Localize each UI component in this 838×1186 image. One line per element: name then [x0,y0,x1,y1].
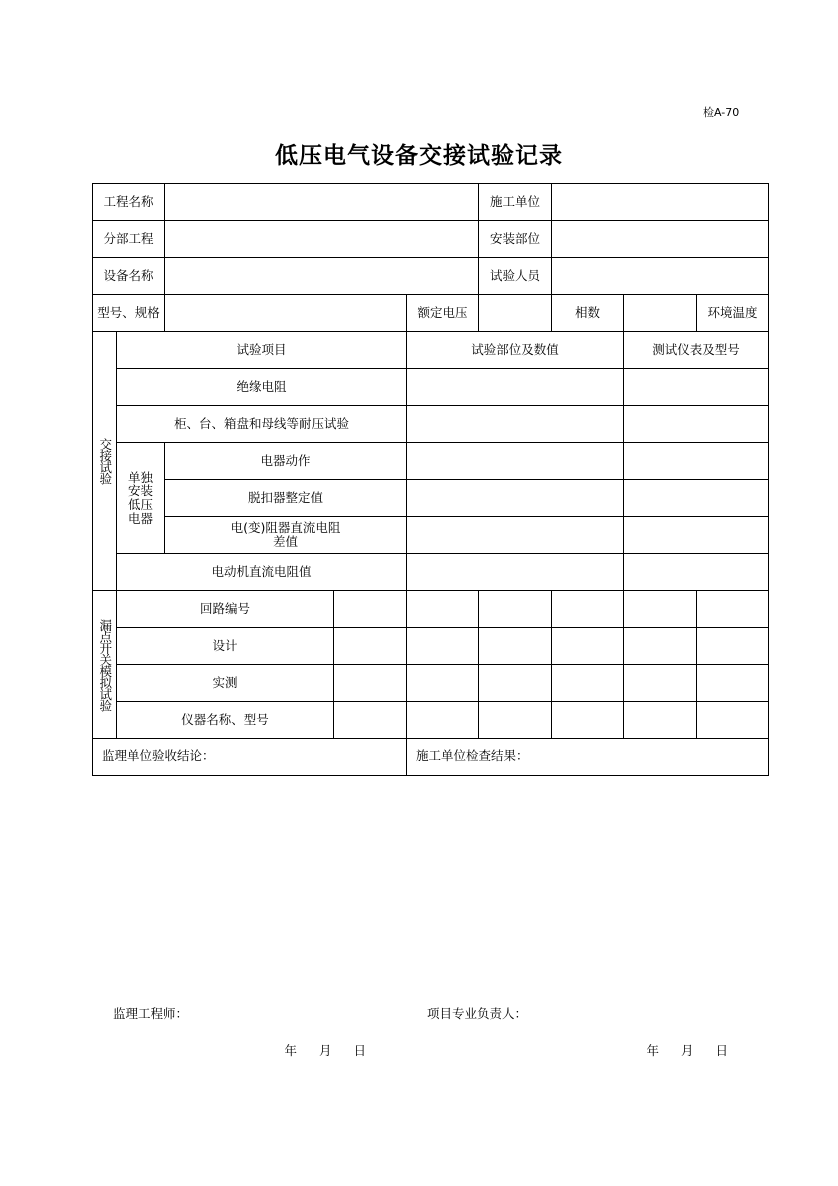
label-resistor [165,517,407,554]
row-sub-project [93,221,769,258]
row-equipment [93,258,769,295]
field-design-3[interactable] [479,628,552,665]
field-design-1[interactable] [334,628,407,665]
row-action [93,443,769,480]
field-circuit-6[interactable] [697,591,769,628]
label-action: 电器动作 [165,443,407,480]
field-measured-2[interactable] [407,665,479,702]
supervisor-month: 月 [319,1043,332,1058]
label-install-location: 安装部位 [479,221,552,258]
col-test-item: 试验项目 [117,332,407,369]
label-circuit-no: 回路编号 [117,591,334,628]
supervisor-engineer-label: 监理工程师： [113,1006,189,1021]
field-trip-setting-instrument[interactable] [624,480,769,517]
field-withstand-instrument[interactable] [624,406,769,443]
field-circuit-4[interactable] [552,591,624,628]
col-test-location-value: 试验部位及数值 [407,332,624,369]
handover-side-label: 交接试验 [97,438,113,484]
field-circuit-5[interactable] [624,591,697,628]
form-code: 检A-70 [703,106,740,119]
field-rated-voltage[interactable] [479,295,552,332]
row-insulation [93,369,769,406]
label-ambient-temp: 环境温度 [697,295,769,332]
field-instrument-2[interactable] [407,702,479,739]
field-design-6[interactable] [697,628,769,665]
field-motor-dc-value[interactable] [407,554,624,591]
field-withstand-value[interactable] [407,406,624,443]
field-circuit-2[interactable] [407,591,479,628]
field-measured-1[interactable] [334,665,407,702]
label-resistor-line2: 差值 [273,534,299,549]
supervisor-date [267,1044,367,1058]
field-instrument-6[interactable] [697,702,769,739]
handover-side-cell [93,332,117,591]
label-trip-setting: 脱扣器整定值 [165,480,407,517]
label-measured: 实测 [117,665,334,702]
field-circuit-3[interactable] [479,591,552,628]
field-phases[interactable] [624,295,697,332]
label-design: 设计 [117,628,334,665]
field-motor-dc-instrument[interactable] [624,554,769,591]
field-sub-project[interactable] [165,221,479,258]
row-handover-header [93,332,769,369]
single-lv-group-cell [117,443,165,554]
label-sub-project: 分部工程 [93,221,165,258]
row-circuit-no [93,591,769,628]
field-insulation-value[interactable] [407,369,624,406]
field-design-4[interactable] [552,628,624,665]
field-resistor-instrument[interactable] [624,517,769,554]
field-action-value[interactable] [407,443,624,480]
row-measured [93,665,769,702]
label-phases: 相数 [552,295,624,332]
leakage-side-label: 漏点开关模拟试验 [97,618,113,711]
row-withstand [93,406,769,443]
responsible-person-label: 项目专业负责人： [427,1006,528,1021]
field-instrument-3[interactable] [479,702,552,739]
label-insulation: 绝缘电阻 [117,369,407,406]
field-design-2[interactable] [407,628,479,665]
row-spec [93,295,769,332]
field-instrument-4[interactable] [552,702,624,739]
contractor-day: 日 [715,1043,729,1058]
field-instrument-1[interactable] [334,702,407,739]
label-resistor-line1: 电(变)阻器直流电阻 [230,519,341,535]
single-lv-group-label: 单独安装低压电器 [127,469,153,526]
field-insulation-instrument[interactable] [624,369,769,406]
supervisor-year: 年 [284,1043,298,1058]
label-withstand: 柜、台、箱盘和母线等耐压试验 [117,406,407,443]
field-project-name[interactable] [165,184,479,221]
contractor-section[interactable] [407,739,769,1058]
row-trip-setting [93,480,769,517]
label-model-spec: 型号、规格 [93,295,165,332]
label-motor-dc: 电动机直流电阻值 [117,554,407,591]
label-rated-voltage: 额定电压 [407,295,479,332]
field-trip-setting-value[interactable] [407,480,624,517]
contractor-date [629,1044,729,1058]
test-record-table [92,183,769,1058]
col-test-instrument: 测试仪表及型号 [624,332,769,369]
label-equipment-name: 设备名称 [93,258,165,295]
row-instrument [93,702,769,739]
field-measured-4[interactable] [552,665,624,702]
contractor-month: 月 [681,1043,694,1058]
field-install-location[interactable] [552,221,769,258]
row-motor-dc [93,554,769,591]
label-project-name: 工程名称 [93,184,165,221]
leakage-side-cell [93,591,117,739]
field-action-instrument[interactable] [624,443,769,480]
row-design [93,628,769,665]
supervisor-section[interactable] [93,739,407,1058]
label-construction-unit: 施工单位 [479,184,552,221]
label-instrument: 仪器名称、型号 [117,702,334,739]
field-instrument-5[interactable] [624,702,697,739]
field-design-5[interactable] [624,628,697,665]
row-signatures [93,739,769,776]
contractor-result-label: 施工单位检查结果： [416,748,529,763]
row-resistor [93,517,769,554]
field-equipment-name[interactable] [165,258,479,295]
field-measured-3[interactable] [479,665,552,702]
supervisor-conclusion-label: 监理单位验收结论： [102,748,215,763]
contractor-year: 年 [646,1043,660,1058]
field-measured-6[interactable] [697,665,769,702]
supervisor-day: 日 [353,1043,367,1058]
field-measured-5[interactable] [624,665,697,702]
label-tester: 试验人员 [479,258,552,295]
field-construction-unit[interactable] [552,184,769,221]
row-project [93,184,769,221]
field-circuit-1[interactable] [334,591,407,628]
page-title: 低压电气设备交接试验记录 [275,143,563,169]
field-resistor-value[interactable] [407,517,624,554]
field-tester[interactable] [552,258,769,295]
field-model-spec[interactable] [165,295,407,332]
